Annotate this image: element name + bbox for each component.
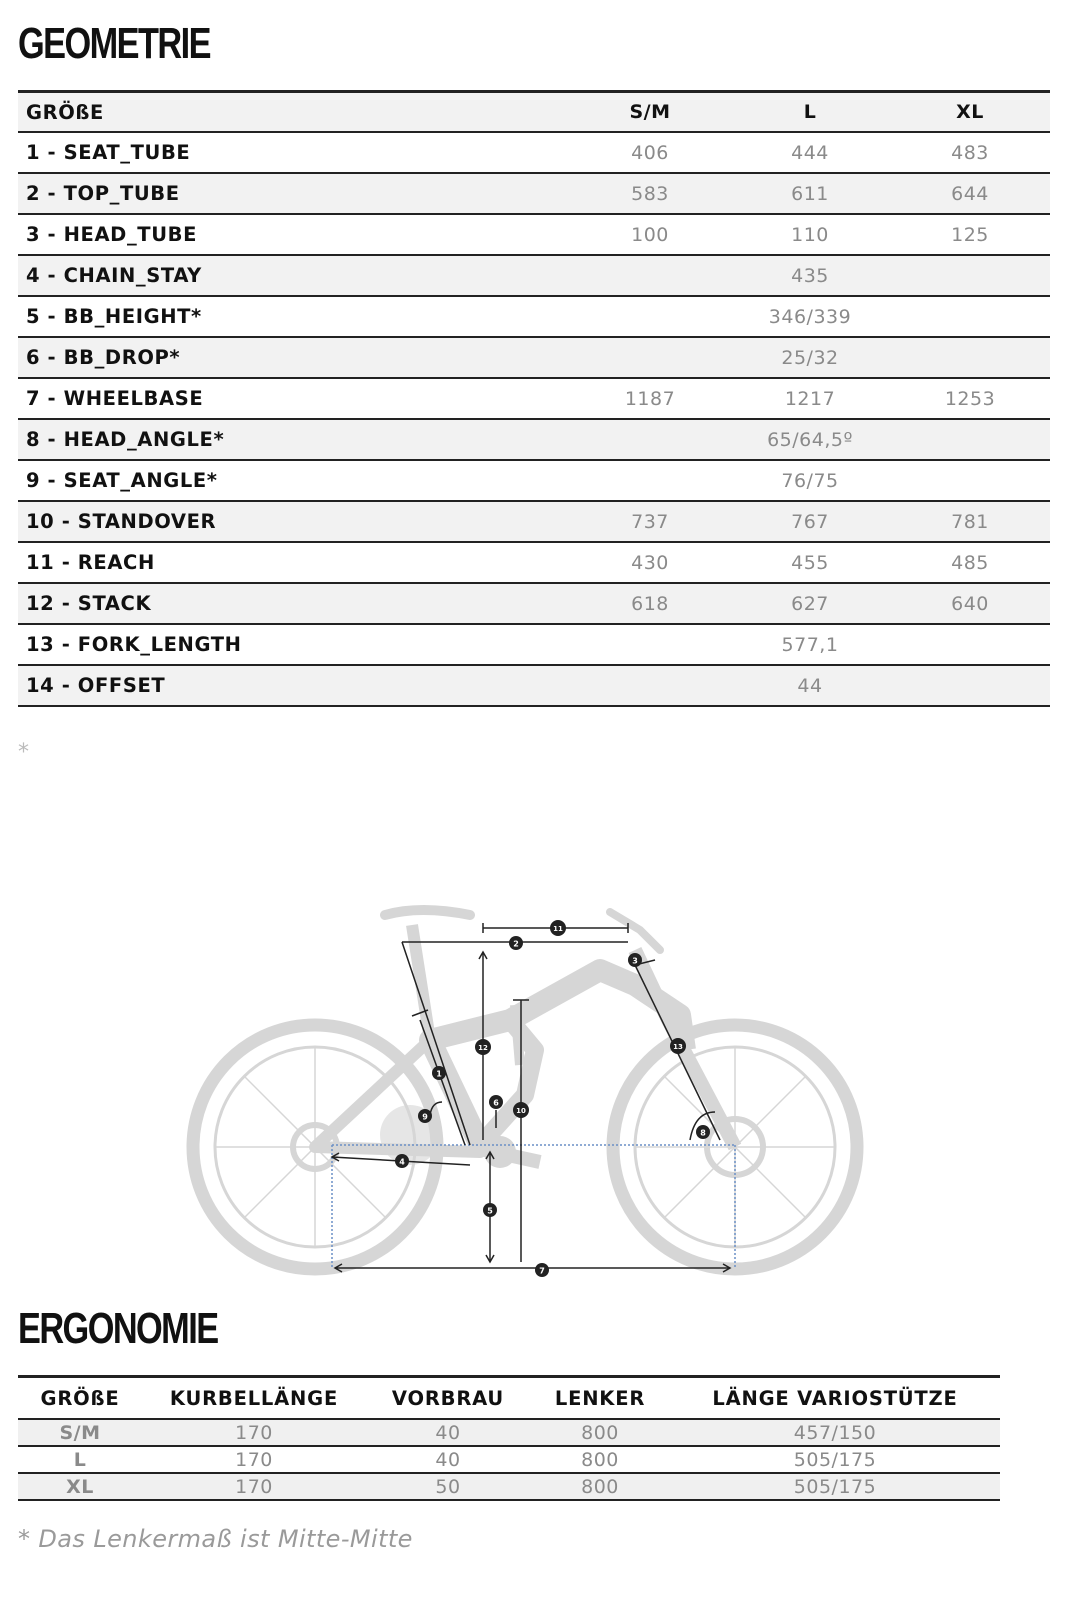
geometry-title: GEOMETRIE: [18, 19, 210, 68]
geometry-row-label: 7 - WHEELBASE: [26, 387, 204, 410]
ergonomics-row: [18, 1420, 1000, 1447]
ergo-handlebar: 800: [581, 1448, 619, 1471]
geometry-row-label: 2 - TOP_TUBE: [26, 182, 180, 205]
svg-text:8: 8: [700, 1128, 706, 1138]
ergo-crank-length: 170: [235, 1475, 273, 1498]
svg-text:10: 10: [516, 1107, 526, 1115]
geometry-value-all-sizes: 25/32: [781, 346, 839, 369]
ergonomics-header-row: [18, 1375, 1000, 1420]
marker-13: [670, 1038, 686, 1054]
ergo-crank-length: 170: [235, 1421, 273, 1444]
geometry-value: 583: [631, 182, 669, 205]
marker-12: [475, 1039, 491, 1055]
geometry-row-label: 5 - BB_HEIGHT*: [26, 305, 202, 328]
header-dropper-length: LÄNGE VARIOSTÜTZE: [712, 1386, 958, 1410]
svg-text:5: 5: [487, 1206, 493, 1216]
bike-silhouette: [193, 910, 857, 1269]
marker-1: [432, 1066, 446, 1080]
ergo-dropper-length: 505/175: [793, 1475, 877, 1498]
geometry-row: [18, 666, 1050, 707]
ergo-dropper-length: 457/150: [793, 1421, 877, 1444]
geometry-value: 485: [951, 551, 989, 574]
geometry-row: [18, 174, 1050, 215]
geometry-row-label: 13 - FORK_LENGTH: [26, 633, 242, 656]
bike-geometry-diagram: [180, 890, 880, 1300]
svg-text:3: 3: [632, 956, 638, 966]
header-stem: VORBRAU: [391, 1386, 505, 1410]
geometry-value: 611: [791, 182, 829, 205]
header-handlebar: LENKER: [554, 1386, 646, 1410]
ergo-size: XL: [66, 1475, 94, 1498]
geometry-row: [18, 502, 1050, 543]
geometry-row: [18, 584, 1050, 625]
marker-8: [696, 1125, 710, 1139]
geometry-value-all-sizes: 44: [797, 674, 823, 697]
geometry-row: [18, 133, 1050, 174]
svg-text:9: 9: [422, 1112, 428, 1122]
ergonomics-row: [18, 1474, 1000, 1501]
geometry-row: [18, 256, 1050, 297]
geometry-value: 627: [791, 592, 829, 615]
geometry-row-label: 6 - BB_DROP*: [26, 346, 181, 369]
geometry-value: 767: [791, 510, 829, 533]
geometry-value-all-sizes: 76/75: [781, 469, 839, 492]
geometry-row-label: 10 - STANDOVER: [26, 510, 217, 533]
geometry-row: [18, 461, 1050, 502]
geometry-row-label: 1 - SEAT_TUBE: [26, 141, 191, 164]
header-crank-length: KURBELLÄNGE: [169, 1386, 339, 1410]
marker-10: [513, 1102, 529, 1118]
geometry-value: 430: [631, 551, 669, 574]
geometry-row: [18, 297, 1050, 338]
ergo-handlebar: 800: [581, 1475, 619, 1498]
geometry-header-row: [18, 90, 1050, 133]
svg-text:13: 13: [673, 1043, 683, 1051]
marker-9: [418, 1109, 432, 1123]
svg-text:11: 11: [553, 925, 563, 933]
svg-text:7: 7: [539, 1266, 545, 1276]
asterisk-note: *: [18, 740, 29, 765]
marker-4: [395, 1154, 409, 1168]
geometry-row: [18, 625, 1050, 666]
marker-7: [535, 1263, 549, 1277]
geometry-value: 100: [631, 223, 669, 246]
geometry-value: 618: [631, 592, 669, 615]
geometry-row: [18, 420, 1050, 461]
marker-3: [628, 953, 642, 967]
geometry-value: 781: [951, 510, 989, 533]
ergo-dropper-length: 505/175: [793, 1448, 877, 1471]
geometry-value: 110: [791, 223, 829, 246]
marker-11: [550, 920, 566, 936]
ergo-stem: 50: [435, 1475, 461, 1498]
ergonomics-body: [18, 1420, 1000, 1501]
geometry-row-label: 4 - CHAIN_STAY: [26, 264, 202, 287]
ergonomics-row: [18, 1447, 1000, 1474]
marker-6: [489, 1095, 503, 1109]
geometry-value: 644: [951, 182, 989, 205]
geometry-value: 125: [951, 223, 989, 246]
geometry-row: [18, 543, 1050, 584]
geometry-row-label: 3 - HEAD_TUBE: [26, 223, 198, 246]
ergo-size: L: [73, 1448, 87, 1471]
header-size: GRÖßE: [40, 1386, 120, 1410]
geometry-value-all-sizes: 65/64,5º: [767, 428, 853, 451]
geometry-row: [18, 215, 1050, 256]
svg-text:12: 12: [478, 1044, 488, 1052]
geometry-value: 444: [791, 141, 829, 164]
footnote: * Das Lenkermaß ist Mitte-Mitte: [18, 1525, 413, 1553]
geometry-row-label: 12 - STACK: [26, 592, 152, 615]
geometry-value-all-sizes: 346/339: [768, 305, 852, 328]
geometry-row-label: 9 - SEAT_ANGLE*: [26, 469, 218, 492]
marker-5: [483, 1203, 497, 1217]
geometry-row-label: 8 - HEAD_ANGLE*: [26, 428, 225, 451]
geometry-row: [18, 338, 1050, 379]
ergonomics-title: ERGONOMIE: [18, 1304, 218, 1353]
size-header-label: GRÖßE: [26, 100, 104, 124]
geometry-value: 1187: [624, 387, 676, 410]
svg-text:4: 4: [399, 1157, 405, 1167]
geometry-value: 483: [951, 141, 989, 164]
geometry-value-all-sizes: 577,1: [781, 633, 839, 656]
geometry-row-label: 14 - OFFSET: [26, 674, 166, 697]
geometry-value: 640: [951, 592, 989, 615]
measurement-markers: [395, 920, 710, 1277]
geometry-row-label: 11 - REACH: [26, 551, 155, 574]
ergo-crank-length: 170: [235, 1448, 273, 1471]
geometry-value: 737: [631, 510, 669, 533]
size-header-xl: XL: [956, 101, 984, 123]
svg-text:6: 6: [493, 1098, 499, 1108]
geometry-body: [18, 133, 1050, 707]
svg-text:1: 1: [436, 1069, 442, 1079]
svg-text:2: 2: [513, 939, 519, 949]
ergo-stem: 40: [435, 1421, 461, 1444]
geometry-table: [18, 90, 1050, 707]
size-header-l: L: [803, 101, 817, 123]
geometry-value: 1217: [784, 387, 836, 410]
size-header-sm: S/M: [629, 101, 671, 123]
geometry-row: [18, 379, 1050, 420]
geometry-value-all-sizes: 435: [791, 264, 829, 287]
ergo-size: S/M: [59, 1421, 101, 1444]
ergo-stem: 40: [435, 1448, 461, 1471]
geometry-value: 406: [631, 141, 669, 164]
geometry-value: 455: [791, 551, 829, 574]
ergo-handlebar: 800: [581, 1421, 619, 1444]
geometry-value: 1253: [944, 387, 996, 410]
marker-2: [509, 936, 523, 950]
ergonomics-table: [18, 1375, 1000, 1501]
